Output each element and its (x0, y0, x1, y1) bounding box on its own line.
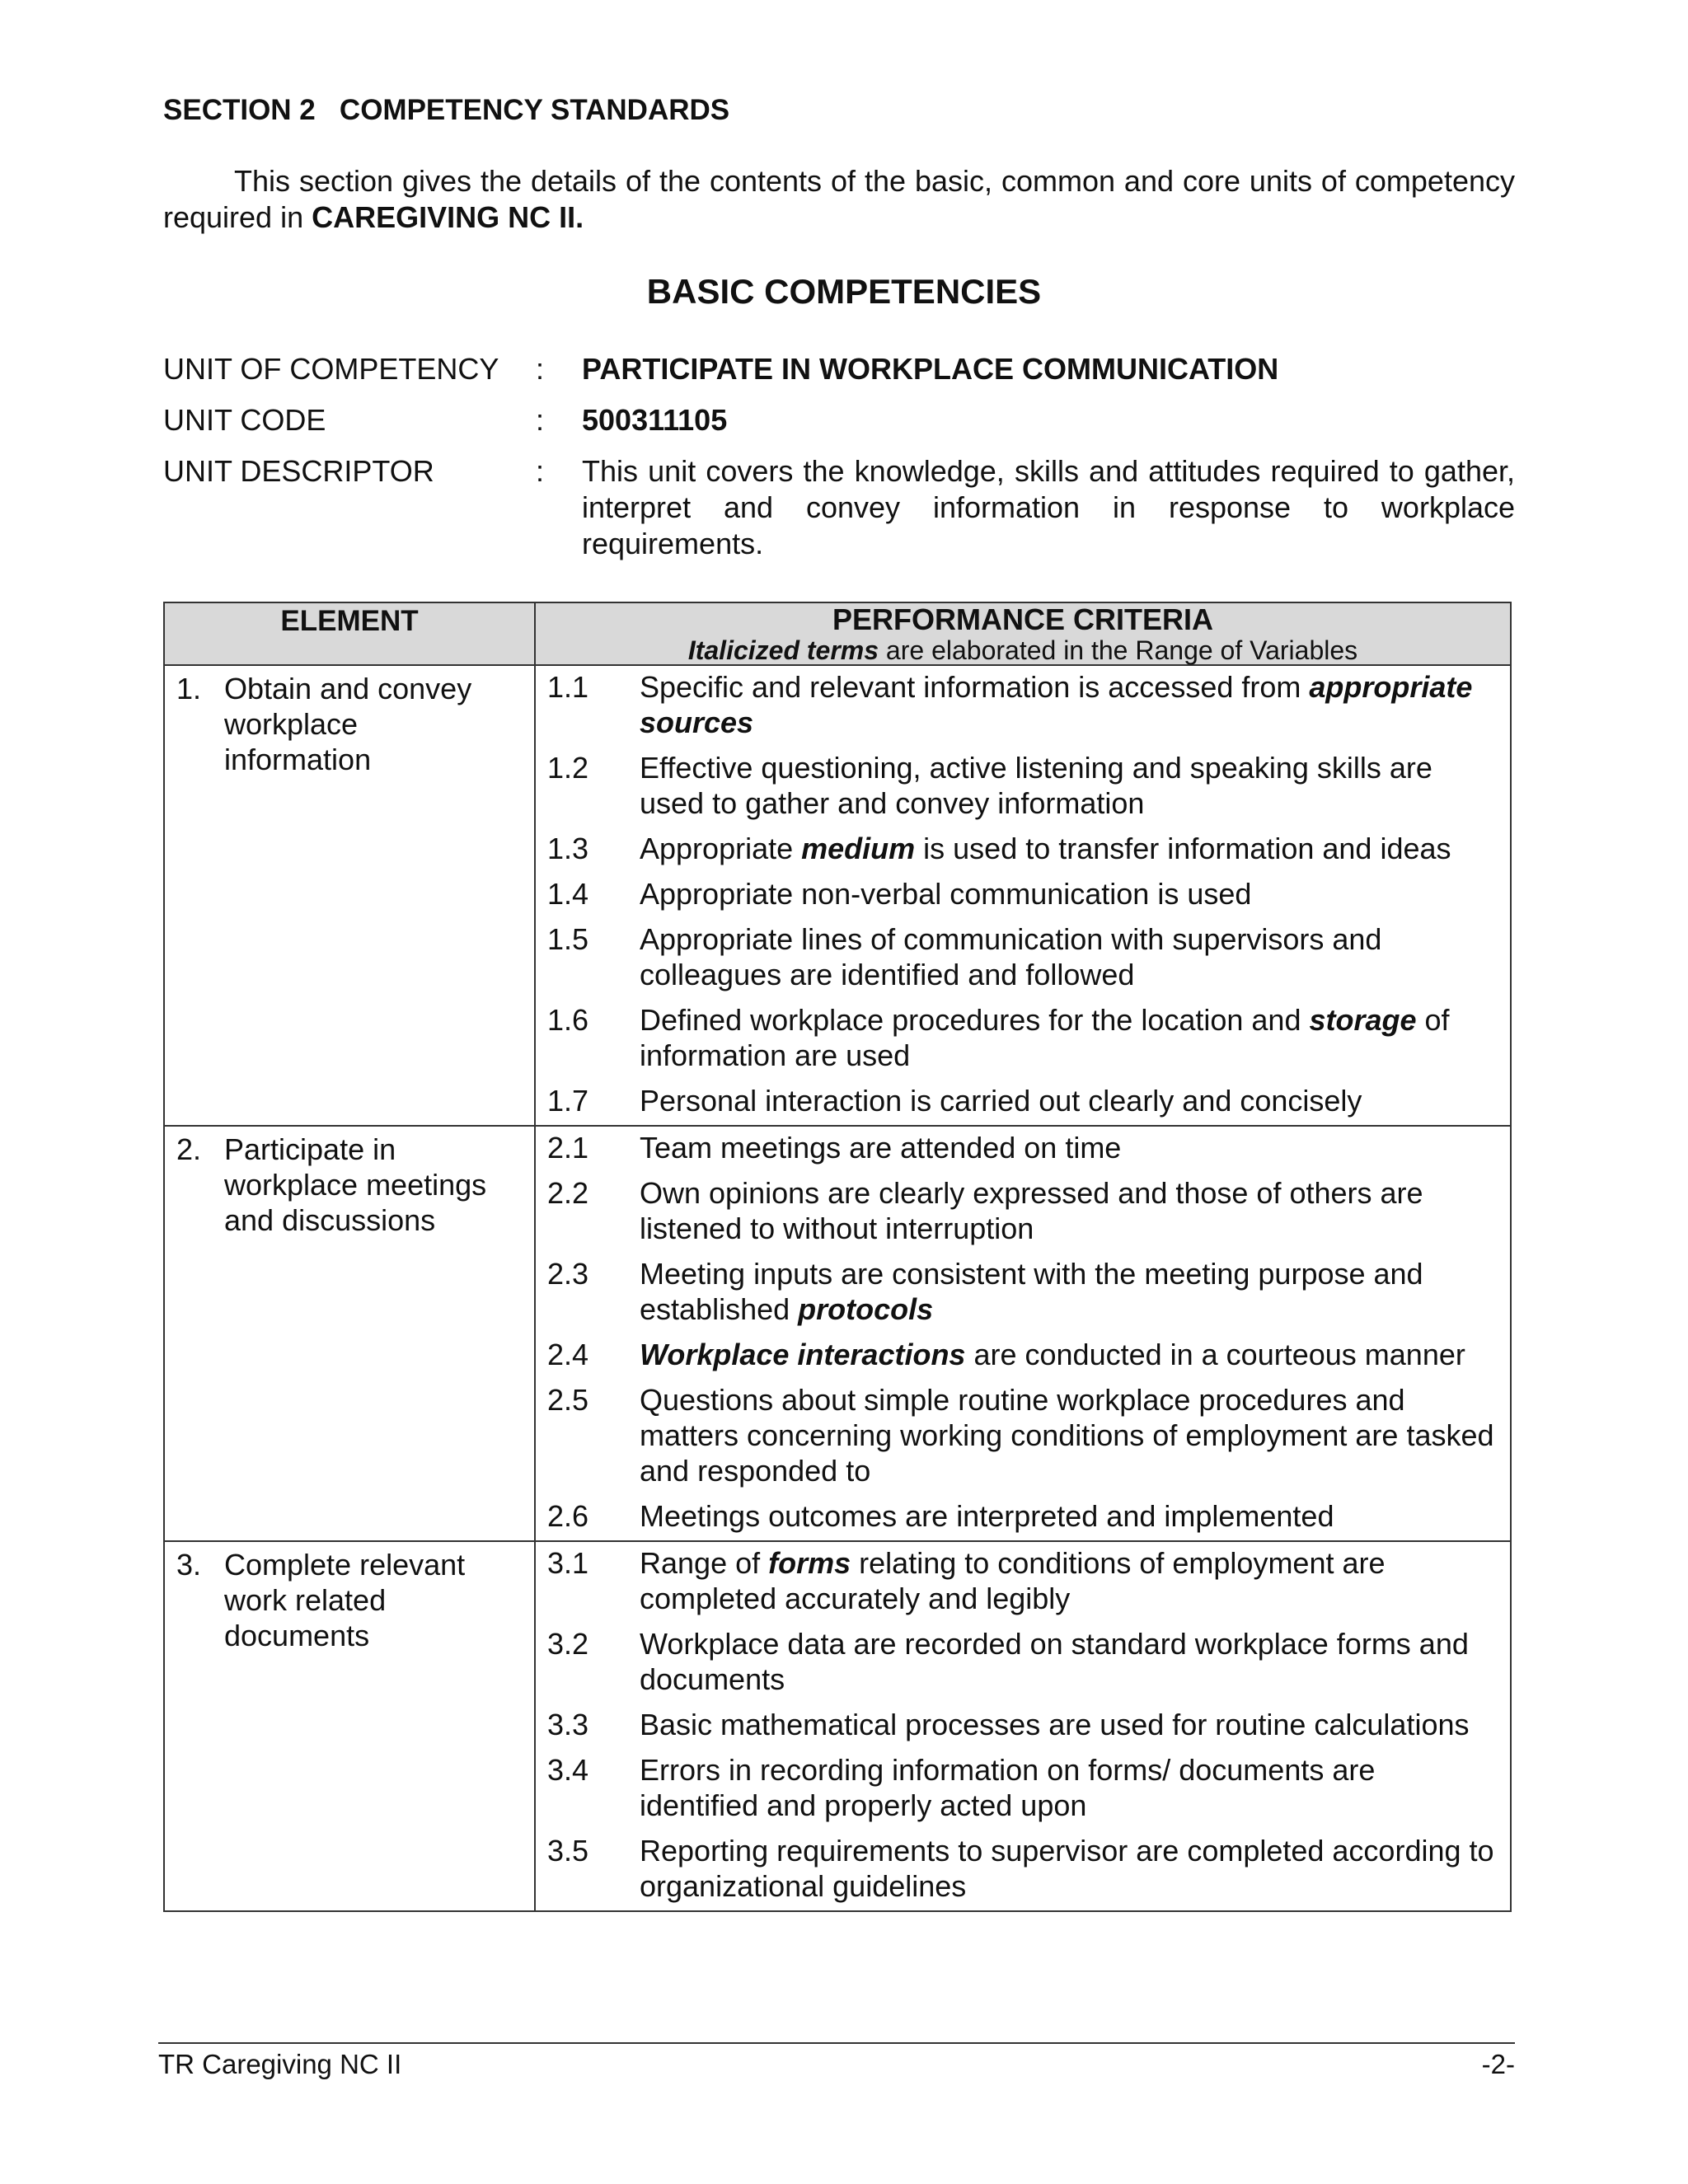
element-header: ELEMENT (164, 602, 535, 665)
footer-divider (158, 2042, 1515, 2044)
criterion-text (640, 876, 1500, 912)
element-name: Obtain and convey workplace information (224, 672, 472, 776)
intro-text: This section gives the details of the contents of the basic, common and core units of competency required in (163, 164, 1515, 234)
criterion-text (640, 1337, 1500, 1372)
performance-criteria-header (535, 602, 1511, 665)
table-body (164, 665, 1511, 1911)
criterion-number: 1.5 (547, 922, 589, 956)
table-row (164, 1126, 1511, 1541)
criterion-number: 2.1 (547, 1131, 589, 1165)
criterion-item (547, 1545, 1500, 1616)
table-row (164, 1541, 1511, 1911)
criterion-text-part: Reporting requirements to supervisor are completed according to organizational guidelines (640, 1834, 1494, 1903)
competency-table (163, 602, 1512, 1912)
criterion-item (547, 1833, 1500, 1904)
criterion-text-part: Appropriate (640, 832, 802, 865)
element-name: Participate in workplace meetings and discussions (224, 1132, 487, 1237)
unit-descriptor-value: This unit covers the knowledge, skills and attitudes required to gather, interpret and convey information in response to workplace requirements. (582, 454, 1515, 560)
criterion-item (547, 1626, 1500, 1697)
criterion-text-part: Specific and relevant information is accessed from (640, 670, 1310, 704)
criterion-item (547, 669, 1500, 740)
criterion-text-part: Appropriate non-verbal communication is used (640, 877, 1252, 911)
element-cell (164, 1126, 535, 1541)
criterion-text-part: Appropriate lines of communication with supervisors and colleagues are identified and followed (640, 922, 1382, 991)
table-header-row (164, 602, 1511, 665)
intro-qualification: CAREGIVING NC II. (312, 200, 584, 234)
criterion-text (640, 1833, 1500, 1904)
criterion-number: 1.6 (547, 1003, 589, 1037)
criterion-number: 3.2 (547, 1627, 589, 1661)
criterion-text (640, 669, 1500, 740)
performance-criteria-note (536, 636, 1510, 664)
criterion-number: 1.2 (547, 751, 589, 785)
criterion-item (547, 1382, 1500, 1488)
criterion-item (547, 831, 1500, 866)
criterion-number: 2.5 (547, 1383, 589, 1417)
criterion-text-part: relating to conditions of employment are completed accurately and legibly (640, 1546, 1386, 1615)
criterion-number: 3.4 (547, 1753, 589, 1787)
criterion-number: 1.1 (547, 670, 589, 704)
criterion-text-part: is used to transfer information and ideas (915, 832, 1451, 865)
criterion-text-part: are conducted in a courteous manner (965, 1338, 1465, 1371)
criterion-text (640, 1256, 1500, 1327)
criterion-text-part: Basic mathematical processes are used for routine calculations (640, 1708, 1470, 1741)
criterion-number: 3.3 (547, 1708, 589, 1741)
criterion-number: 3.1 (547, 1546, 589, 1580)
basic-competencies-heading: BASIC COMPETENCIES (646, 272, 1042, 311)
criterion-item (547, 1707, 1500, 1742)
criterion-number: 2.4 (547, 1338, 589, 1371)
note-rest: are elaborated in the Range of Variables (879, 635, 1358, 665)
criterion-text (640, 1707, 1500, 1742)
element-cell (164, 665, 535, 1126)
criterion-text-part: Team meetings are attended on time (640, 1131, 1122, 1165)
criterion-item (547, 1083, 1500, 1118)
performance-criteria-title: PERFORMANCE CRITERIA (832, 602, 1213, 636)
range-term: appropriate sources (640, 670, 1473, 739)
unit-of-competency-label: UNIT OF COMPETENCY (163, 352, 499, 386)
criterion-text (640, 921, 1500, 992)
criterion-item (547, 1498, 1500, 1534)
criteria-cell (535, 1126, 1511, 1541)
element-number: 1. (176, 672, 202, 705)
criterion-text (640, 831, 1500, 866)
criterion-item (547, 1002, 1500, 1073)
criterion-number: 2.6 (547, 1499, 589, 1533)
section-heading: SECTION 2 COMPETENCY STANDARDS (163, 94, 730, 126)
criterion-item (547, 1130, 1500, 1165)
criterion-item (547, 876, 1500, 912)
criterion-text (640, 1130, 1500, 1165)
criterion-text (640, 1752, 1500, 1823)
criterion-text-part: Defined workplace procedures for the location and (640, 1003, 1310, 1037)
criterion-text (640, 1382, 1500, 1488)
criterion-text-part: of information are used (640, 1003, 1450, 1072)
criterion-text (640, 1175, 1500, 1246)
element-cell (164, 1541, 535, 1911)
criterion-item (547, 1256, 1500, 1327)
criterion-number: 1.3 (547, 832, 589, 865)
criterion-item (547, 750, 1500, 821)
criterion-text-part: Own opinions are clearly expressed and those of others are listened to without interruption (640, 1176, 1423, 1245)
criterion-text (640, 1498, 1500, 1534)
criterion-text (640, 1083, 1500, 1118)
criterion-text (640, 1545, 1500, 1616)
criterion-text-part: Meetings outcomes are interpreted and implemented (640, 1499, 1334, 1533)
criterion-item (547, 1337, 1500, 1372)
range-term: medium (801, 832, 916, 865)
colon: : (536, 352, 545, 386)
element-number: 3. (176, 1548, 202, 1582)
criterion-text-part: Workplace data are recorded on standard workplace forms and documents (640, 1627, 1469, 1696)
criterion-item (547, 921, 1500, 992)
range-term: storage (1309, 1003, 1417, 1037)
unit-code-label: UNIT CODE (163, 403, 326, 437)
unit-of-competency-value: PARTICIPATE IN WORKPLACE COMMUNICATION (582, 352, 1279, 386)
criterion-text (640, 750, 1500, 821)
unit-code-value: 500311105 (582, 403, 728, 437)
element-name: Complete relevant work related documents (224, 1548, 466, 1652)
element-number: 2. (176, 1132, 202, 1166)
colon: : (536, 403, 545, 437)
unit-descriptor-label: UNIT DESCRIPTOR (163, 454, 434, 488)
page-number: -2- (1481, 2049, 1515, 2079)
criterion-text-part: Range of (640, 1546, 769, 1580)
criterion-text-part: Errors in recording information on forms/ documents are identified and properly acted upon (640, 1753, 1376, 1822)
criterion-text (640, 1626, 1500, 1697)
criterion-number: 1.4 (547, 877, 589, 911)
range-term: forms (768, 1546, 851, 1580)
footer-title: TR Caregiving NC II (158, 2049, 402, 2079)
criterion-text-part: Effective questioning, active listening and speaking skills are used to gather and convey information (640, 751, 1432, 820)
criterion-item (547, 1752, 1500, 1823)
criterion-item (547, 1175, 1500, 1246)
colon: : (536, 454, 545, 488)
intro-paragraph (163, 163, 1515, 236)
range-term: Workplace interactions (640, 1338, 966, 1371)
criterion-number: 3.5 (547, 1834, 589, 1868)
criteria-cell (535, 665, 1511, 1126)
criterion-text-part: Meeting inputs are consistent with the meeting purpose and established (640, 1257, 1423, 1326)
table-row (164, 665, 1511, 1126)
criteria-cell (535, 1541, 1511, 1911)
criterion-number: 2.3 (547, 1257, 589, 1291)
criterion-text-part: Personal interaction is carried out clearly and concisely (640, 1084, 1362, 1118)
range-term: protocols (798, 1292, 934, 1326)
criterion-number: 1.7 (547, 1084, 589, 1118)
criterion-number: 2.2 (547, 1176, 589, 1210)
italicized-terms-label: Italicized terms (687, 635, 879, 665)
criterion-text-part: Questions about simple routine workplace procedures and matters concerning working conditions of employment are tasked and responded to (640, 1383, 1494, 1488)
criterion-text (640, 1002, 1500, 1073)
